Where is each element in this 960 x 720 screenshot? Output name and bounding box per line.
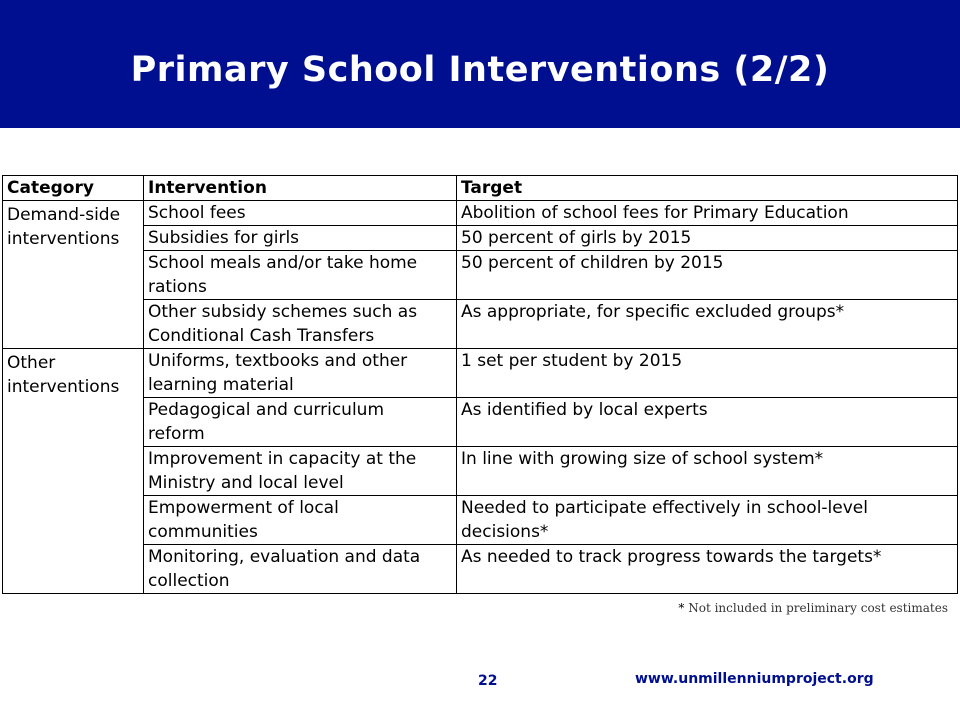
table-row <box>3 447 958 496</box>
category-line: interventions <box>7 377 120 397</box>
intervention-line: learning material <box>148 375 294 395</box>
category-line: interventions <box>7 229 120 249</box>
target-cell <box>457 398 958 447</box>
category-cell <box>3 349 144 594</box>
target-cell <box>457 349 958 398</box>
target-line: As identified by local experts <box>461 400 708 420</box>
slide-title: Primary School Interventions (2/2) <box>130 50 830 90</box>
intervention-line: Subsidies for girls <box>148 228 300 248</box>
intervention-line: communities <box>148 522 258 542</box>
intervention-line: Empowerment of local <box>148 498 339 518</box>
table-row <box>3 300 958 349</box>
target-cell <box>457 545 958 594</box>
intervention-line: Improvement in capacity at the <box>148 449 417 469</box>
table-row <box>3 398 958 447</box>
target-line: 1 set per student by 2015 <box>461 351 683 371</box>
intervention-cell <box>144 398 457 447</box>
intervention-line: Uniforms, textbooks and other <box>148 351 408 371</box>
target-cell <box>457 251 958 300</box>
table-header-row <box>3 176 958 201</box>
intervention-line: collection <box>148 571 230 591</box>
table-row <box>3 545 958 594</box>
target-cell <box>457 447 958 496</box>
intervention-line: Other subsidy schemes such as <box>148 302 418 322</box>
table-row <box>3 251 958 300</box>
footnote-text: Not included in preliminary cost estimates <box>688 601 948 615</box>
intervention-cell <box>144 496 457 545</box>
category-cell <box>3 201 144 349</box>
intervention-cell <box>144 545 457 594</box>
page-number: 22 <box>478 673 498 689</box>
target-line: As appropriate, for specific excluded groups* <box>461 302 845 322</box>
intervention-cell <box>144 300 457 349</box>
intervention-line: School fees <box>148 203 246 223</box>
target-line: decisions* <box>461 522 549 542</box>
intervention-line: Pedagogical and curriculum <box>148 400 384 420</box>
target-line: As needed to track progress towards the targets* <box>461 547 882 567</box>
intervention-cell <box>144 349 457 398</box>
table-row <box>3 496 958 545</box>
header-intervention: Intervention <box>144 176 457 201</box>
table-row <box>3 226 958 251</box>
intervention-line: Monitoring, evaluation and data <box>148 547 421 567</box>
intervention-line: School meals and/or take home <box>148 253 418 273</box>
intervention-line: reform <box>148 424 205 444</box>
header-category: Category <box>3 176 144 201</box>
target-line: 50 percent of girls by 2015 <box>461 228 692 248</box>
target-line: Needed to participate effectively in school-level <box>461 498 868 518</box>
table-row <box>3 201 958 226</box>
category-line: Other <box>7 353 56 373</box>
target-line: Abolition of school fees for Primary Education <box>461 203 849 223</box>
footnote-star: * <box>678 601 685 615</box>
intervention-cell <box>144 447 457 496</box>
interventions-table <box>2 175 958 594</box>
title-banner <box>0 0 960 128</box>
target-cell <box>457 496 958 545</box>
target-cell <box>457 300 958 349</box>
table-row <box>3 349 958 398</box>
intervention-cell <box>144 226 457 251</box>
intervention-cell <box>144 201 457 226</box>
intervention-cell <box>144 251 457 300</box>
header-target: Target <box>457 176 958 201</box>
footnote <box>678 601 948 615</box>
target-line: In line with growing size of school system* <box>461 449 824 469</box>
target-cell <box>457 226 958 251</box>
target-cell <box>457 201 958 226</box>
intervention-line: Conditional Cash Transfers <box>148 326 375 346</box>
website-url: www.unmillenniumproject.org <box>635 671 874 687</box>
target-line: 50 percent of children by 2015 <box>461 253 724 273</box>
intervention-line: rations <box>148 277 207 297</box>
intervention-line: Ministry and local level <box>148 473 344 493</box>
category-line: Demand-side <box>7 205 121 225</box>
